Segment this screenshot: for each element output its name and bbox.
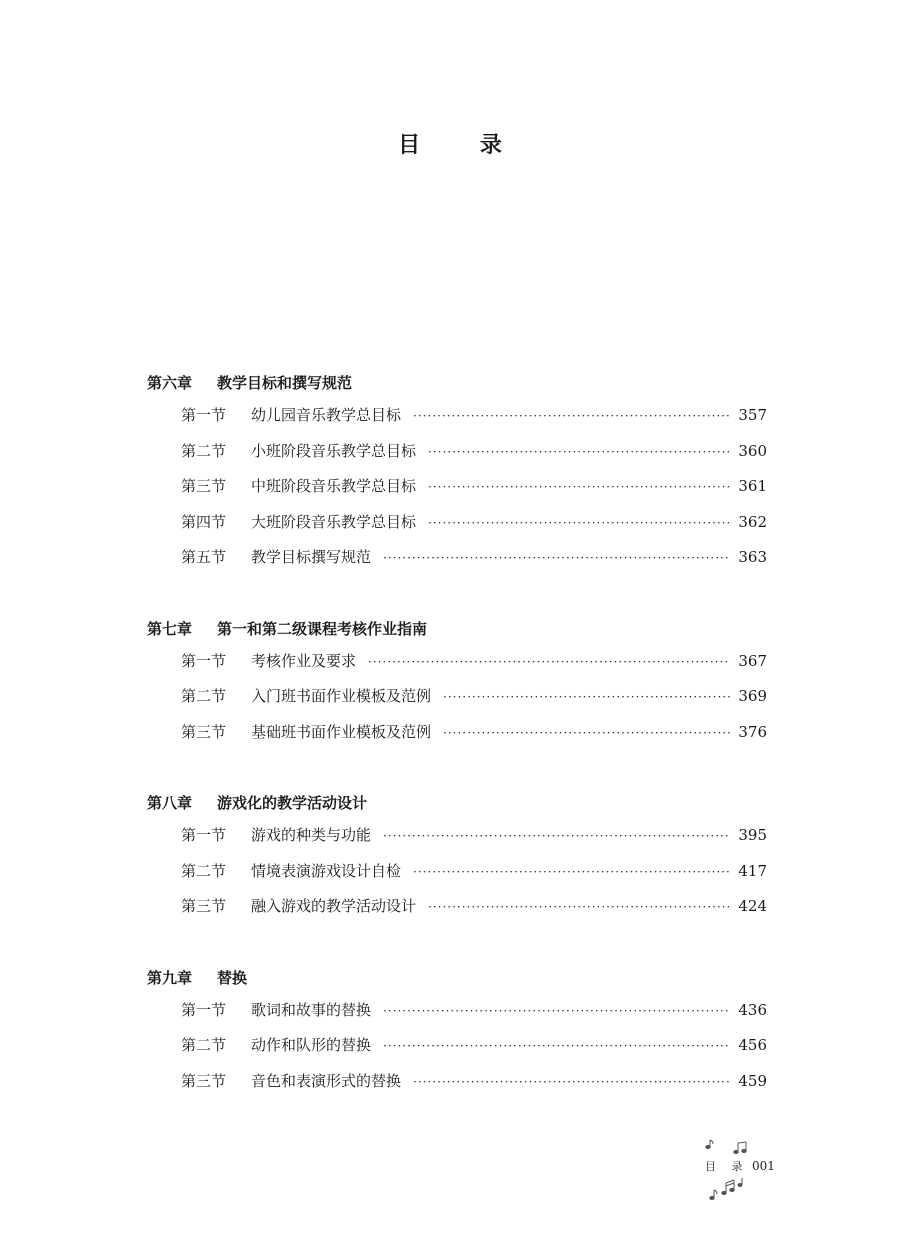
toc-entry[interactable] xyxy=(147,993,767,1029)
dot-leader xyxy=(413,1065,730,1101)
chapter-number: 第六章 xyxy=(147,374,193,392)
toc-entry[interactable] xyxy=(147,1064,767,1100)
section-number: 第二节 xyxy=(181,441,227,460)
section-title: 音色和表演形式的替换 xyxy=(251,1071,402,1090)
section-number: 第二节 xyxy=(181,1036,227,1054)
footer-label xyxy=(705,1158,775,1174)
chapter-title: 第一和第二级课程考核作业指南 xyxy=(217,619,428,638)
toc-entry[interactable] xyxy=(147,818,767,854)
footer-section-label: 目 录 xyxy=(705,1160,749,1173)
section-number: 第一节 xyxy=(181,406,227,424)
section-title: 考核作业及要求 xyxy=(251,651,357,670)
dot-leader xyxy=(428,435,730,471)
section-number: 第二节 xyxy=(181,687,227,705)
chapter-number: 第九章 xyxy=(147,968,193,987)
section-title: 入门班书面作业模板及范例 xyxy=(251,687,432,705)
dot-leader xyxy=(383,819,730,855)
section-title: 基础班书面作业模板及范例 xyxy=(251,722,432,741)
section-number: 第一节 xyxy=(181,1000,227,1019)
chapter-title: 替换 xyxy=(217,968,248,987)
page-number: 361 xyxy=(738,477,767,495)
section-title: 小班阶段音乐教学总目标 xyxy=(251,441,417,460)
section-number: 第三节 xyxy=(181,1071,227,1090)
page-number: 436 xyxy=(738,1000,767,1019)
page-title: 目 录 xyxy=(398,133,528,158)
page-footer xyxy=(700,1138,780,1208)
page-number: 376 xyxy=(738,722,767,741)
page-number: 459 xyxy=(738,1071,767,1090)
page-number: 417 xyxy=(738,861,767,880)
section-number: 第五节 xyxy=(181,548,227,566)
chapter-number: 第七章 xyxy=(147,619,193,638)
chapter-block xyxy=(147,368,767,576)
toc-entry[interactable] xyxy=(147,505,767,541)
dot-leader xyxy=(383,541,730,577)
chapter-heading[interactable] xyxy=(147,788,767,818)
section-title: 游戏的种类与功能 xyxy=(251,826,372,844)
dot-leader xyxy=(443,716,730,752)
section-number: 第三节 xyxy=(181,477,227,495)
section-title: 动作和队形的替换 xyxy=(251,1036,372,1054)
dot-leader xyxy=(443,680,730,716)
chapter-number: 第八章 xyxy=(147,794,193,812)
section-title: 歌词和故事的替换 xyxy=(251,1000,372,1019)
dot-leader xyxy=(428,470,730,506)
page-number: 362 xyxy=(738,512,767,531)
section-number: 第二节 xyxy=(181,861,227,880)
section-number: 第一节 xyxy=(181,826,227,844)
dot-leader xyxy=(383,1029,730,1065)
toc-entry[interactable] xyxy=(147,889,767,925)
toc-entry[interactable] xyxy=(147,540,767,576)
section-number: 第四节 xyxy=(181,512,227,531)
section-title: 中班阶段音乐教学总目标 xyxy=(251,477,417,495)
page-number: 357 xyxy=(738,406,767,424)
toc-entry[interactable] xyxy=(147,1028,767,1064)
section-number: 第三节 xyxy=(181,722,227,741)
footer-page-number: 001 xyxy=(752,1159,775,1173)
page-number: 360 xyxy=(738,441,767,460)
section-number: 第三节 xyxy=(181,897,227,915)
chapter-heading[interactable] xyxy=(147,963,767,993)
table-of-contents xyxy=(147,368,767,1137)
dot-leader xyxy=(383,994,730,1030)
toc-entry[interactable] xyxy=(147,644,767,680)
dot-leader xyxy=(368,645,730,681)
dot-leader xyxy=(413,855,730,891)
section-title: 幼儿园音乐教学总目标 xyxy=(251,406,402,424)
toc-entry[interactable] xyxy=(147,679,767,715)
page-number: 395 xyxy=(738,826,767,844)
section-number: 第一节 xyxy=(181,651,227,670)
page-number: 363 xyxy=(738,548,767,566)
dot-leader xyxy=(413,399,730,435)
chapter-block xyxy=(147,963,767,1100)
page-number: 424 xyxy=(738,897,767,915)
toc-entry[interactable] xyxy=(147,715,767,751)
section-title: 融入游戏的教学活动设计 xyxy=(251,897,417,915)
chapter-title: 教学目标和撰写规范 xyxy=(217,374,353,392)
chapter-heading[interactable] xyxy=(147,368,767,398)
toc-entry[interactable] xyxy=(147,854,767,890)
chapter-block xyxy=(147,788,767,925)
section-title: 教学目标撰写规范 xyxy=(251,548,372,566)
toc-entry[interactable] xyxy=(147,398,767,434)
section-title: 大班阶段音乐教学总目标 xyxy=(251,512,417,531)
toc-entry[interactable] xyxy=(147,434,767,470)
page-number: 456 xyxy=(738,1036,767,1054)
section-title: 情境表演游戏设计自检 xyxy=(251,861,402,880)
chapter-title: 游戏化的教学活动设计 xyxy=(217,794,368,812)
page-number: 367 xyxy=(738,651,767,670)
dot-leader xyxy=(428,890,730,926)
toc-entry[interactable] xyxy=(147,469,767,505)
page-number: 369 xyxy=(738,687,767,705)
chapter-heading[interactable] xyxy=(147,614,767,644)
dot-leader xyxy=(428,506,730,542)
chapter-block xyxy=(147,614,767,751)
